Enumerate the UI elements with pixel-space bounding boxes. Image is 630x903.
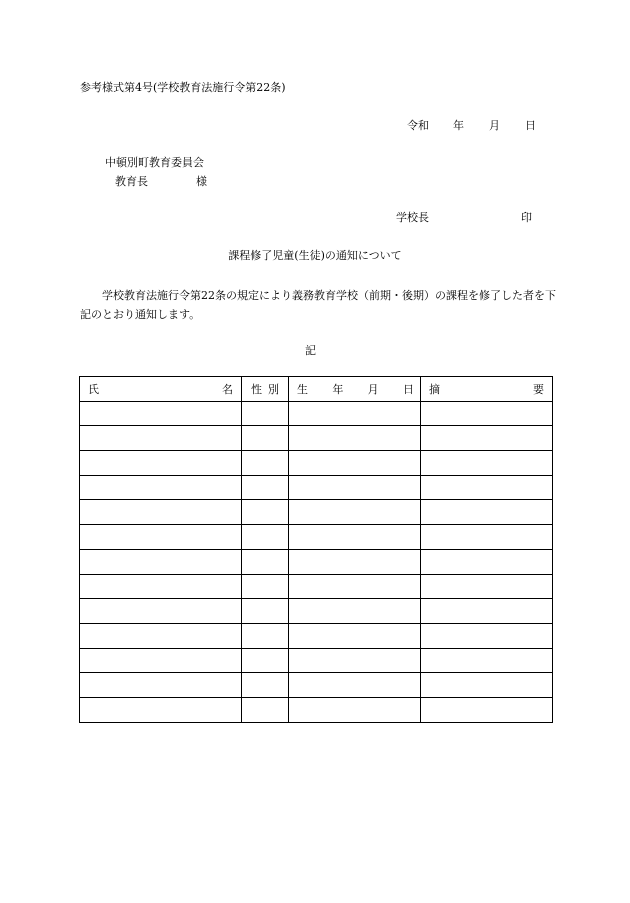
- date-month: 月: [489, 119, 500, 132]
- cell-remarks: [421, 599, 553, 624]
- table-row: [80, 401, 553, 426]
- table-body: [80, 401, 553, 722]
- cell-birthdate: [289, 475, 421, 500]
- cell-birthdate: [289, 451, 421, 476]
- record-table: [79, 376, 553, 723]
- addressee-title: 教育長: [115, 175, 148, 188]
- cell-birthdate: [289, 599, 421, 624]
- cell-remarks: [421, 648, 553, 673]
- cell-birthdate: [289, 574, 421, 599]
- cell-birthdate: [289, 648, 421, 673]
- cell-gender: [242, 623, 289, 648]
- cell-name: [80, 500, 242, 525]
- cell-gender: [242, 451, 289, 476]
- cell-gender: [242, 426, 289, 451]
- cell-birthdate: [289, 673, 421, 698]
- cell-name: [80, 401, 242, 426]
- date-year: 年: [453, 119, 464, 132]
- table-row: [80, 697, 553, 722]
- cell-name: [80, 426, 242, 451]
- cell-gender: [242, 697, 289, 722]
- cell-name: [80, 525, 242, 550]
- cell-remarks: [421, 623, 553, 648]
- body-text: 学校教育法施行令第22条の規定により義務教育学校（前期・後期）の課程を修了した者を下記のとおり通知します。: [80, 289, 556, 321]
- sender-title: 学校長: [396, 211, 429, 224]
- document-subject: 課程修了児童(生徒)の通知について: [228, 249, 402, 262]
- addressee-organization: 中頓別町教育委員会: [105, 156, 204, 169]
- cell-name: [80, 599, 242, 624]
- table-row: [80, 475, 553, 500]
- table-row: [80, 549, 553, 574]
- cell-birthdate: [289, 525, 421, 550]
- cell-name: [80, 574, 242, 599]
- table-row: [80, 426, 553, 451]
- header-gender: 性 別: [242, 377, 289, 402]
- table-row: [80, 599, 553, 624]
- cell-remarks: [421, 401, 553, 426]
- header-birthdate: 生 年 月 日: [289, 377, 421, 402]
- cell-name: [80, 697, 242, 722]
- cell-gender: [242, 401, 289, 426]
- cell-birthdate: [289, 426, 421, 451]
- cell-gender: [242, 525, 289, 550]
- table-row: [80, 623, 553, 648]
- table-row: [80, 574, 553, 599]
- seal-mark: 印: [521, 211, 532, 224]
- cell-remarks: [421, 574, 553, 599]
- cell-birthdate: [289, 549, 421, 574]
- table-row: [80, 525, 553, 550]
- cell-remarks: [421, 697, 553, 722]
- cell-remarks: [421, 673, 553, 698]
- table-row: [80, 451, 553, 476]
- cell-gender: [242, 599, 289, 624]
- table-row: [80, 673, 553, 698]
- addressee-honorific: 様: [196, 175, 207, 188]
- date-era: 令和: [407, 119, 429, 132]
- cell-remarks: [421, 549, 553, 574]
- cell-remarks: [421, 525, 553, 550]
- header-remarks: 摘 要: [421, 377, 553, 402]
- cell-gender: [242, 673, 289, 698]
- cell-remarks: [421, 500, 553, 525]
- cell-gender: [242, 475, 289, 500]
- cell-birthdate: [289, 401, 421, 426]
- cell-name: [80, 648, 242, 673]
- cell-remarks: [421, 475, 553, 500]
- cell-birthdate: [289, 623, 421, 648]
- table-row: [80, 500, 553, 525]
- cell-name: [80, 623, 242, 648]
- cell-name: [80, 475, 242, 500]
- cell-name: [80, 451, 242, 476]
- ki-heading: 記: [305, 344, 316, 357]
- cell-birthdate: [289, 500, 421, 525]
- cell-gender: [242, 574, 289, 599]
- date-day: 日: [525, 119, 536, 132]
- cell-gender: [242, 549, 289, 574]
- date-line: [407, 120, 536, 131]
- cell-name: [80, 673, 242, 698]
- cell-gender: [242, 648, 289, 673]
- table-row: [80, 648, 553, 673]
- cell-name: [80, 549, 242, 574]
- cell-birthdate: [289, 697, 421, 722]
- form-label: 参考様式第4号(学校教育法施行令第22条): [80, 81, 286, 94]
- cell-remarks: [421, 451, 553, 476]
- cell-gender: [242, 500, 289, 525]
- table-header-row: [80, 377, 553, 402]
- cell-remarks: [421, 426, 553, 451]
- header-name: 氏 名: [80, 377, 242, 402]
